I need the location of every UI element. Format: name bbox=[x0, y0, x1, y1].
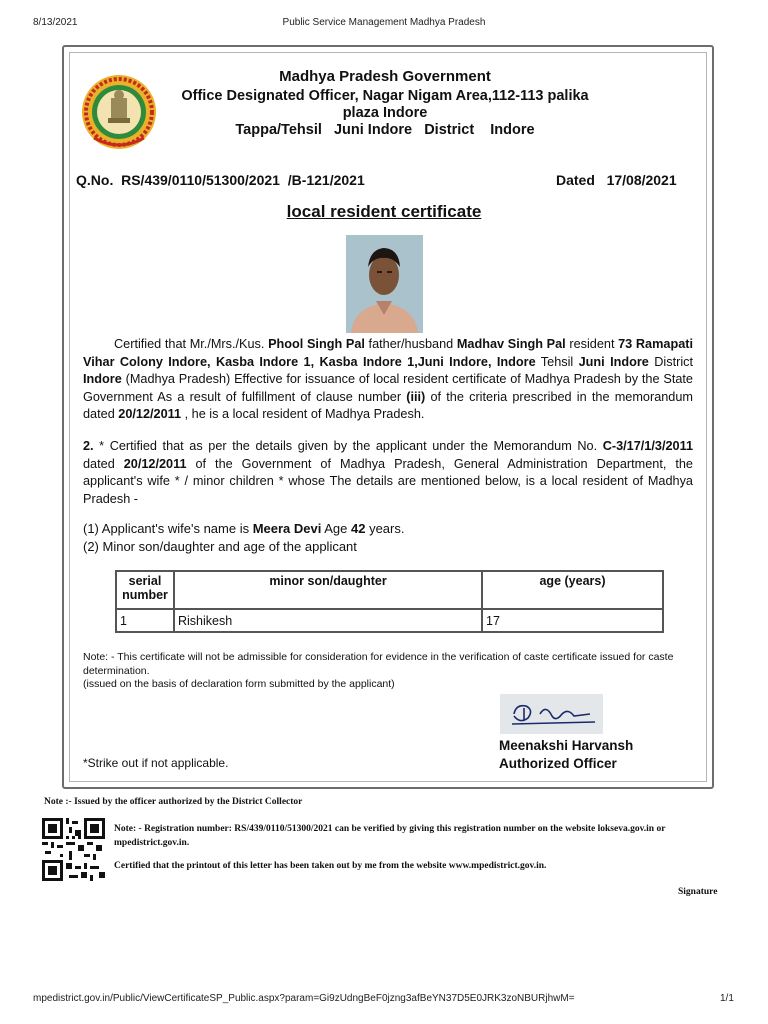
officer-role: Authorized Officer bbox=[499, 756, 617, 771]
table-row bbox=[116, 609, 663, 632]
tehsil-district-line: Tappa/Tehsil Juni Indore District Indore bbox=[235, 122, 535, 138]
district: Indore bbox=[83, 372, 122, 386]
family-certification-paragraph: 2. * Certified that as per the details given by the applicant under the Memorandum No. C-3/17/1/3/2011 dated 20/12/2011 of the Government of Madhya Pradesh, General Administration Department, the applicant's wife * / minor children * whose The details are mentioned below, is a local resident of Madhya Pradesh - bbox=[83, 439, 693, 506]
wife-line: (1) Applicant's wife's name is Meera Devi Age 42 years. bbox=[83, 521, 405, 536]
officer-name: Meenakshi Harvansh bbox=[499, 738, 634, 753]
certification-paragraph: Certified that Mr./Mrs./Kus. Phool Singh Pal father/husband Madhav Singh Pal resident 73 Ramapati Vihar Colony Indore, Kasba Indore 1, Kasba Indore 1,Juni Indore, Indore Tehsil Juni Indore District Indore (Madhya Pradesh) Effective for issuance of local resident certificate of Madhya Pradesh by the State Government As a result of fulfillment of clause number (iii) of the criteria prescribed in the memorandum dated 20/12/2011 , he is a local resident of Madhya Pradesh. bbox=[83, 337, 694, 421]
certificate-number: Q.No. RS/439/0110/51300/2021 /B-121/2021 bbox=[76, 172, 365, 188]
govt-name: Madhya Pradesh Government bbox=[279, 68, 491, 85]
certificate-date: Dated 17/08/2021 bbox=[556, 172, 677, 188]
table-cell: Rishikesh bbox=[174, 609, 482, 632]
certificate-title: local resident certificate bbox=[286, 202, 482, 221]
minor-children-table bbox=[115, 570, 664, 633]
memo-date: 20/12/2011 bbox=[118, 407, 182, 421]
applicant-name: Phool Singh Pal bbox=[268, 337, 365, 351]
wife-name: Meera Devi bbox=[252, 521, 322, 536]
print-title: Public Service Management Madhya Pradesh bbox=[282, 17, 486, 28]
signature-image bbox=[500, 694, 603, 734]
table-header: age (years) bbox=[482, 571, 663, 609]
tehsil: Juni Indore bbox=[578, 354, 649, 369]
printout-note: Certified that the printout of this letter has been taken out by me from the website www.mpedistrict.gov.in. bbox=[114, 861, 547, 871]
memo-number: C-3/17/1/3/2011 bbox=[602, 439, 693, 453]
mp-emblem-icon bbox=[80, 68, 158, 156]
registration-note: Note: - Registration number: RS/439/0110/51300/2021 can be verified by giving this registration number on the website lokseva.gov.in or mpedistrict.gov.in. bbox=[114, 824, 666, 848]
minor-line: (2) Minor son/daughter and age of the applicant bbox=[83, 539, 357, 554]
qr-code bbox=[42, 818, 105, 881]
table-cell: 17 bbox=[482, 609, 663, 632]
print-date: 8/13/2021 bbox=[33, 17, 78, 28]
clause-number: (iii) bbox=[406, 389, 426, 404]
print-url: mpedistrict.gov.in/Public/ViewCertificateSP_Public.aspx?param=Gi9zUdngBeF0jzng3afBeYN37D5E0JRK3zoNBURjhwM= bbox=[33, 993, 575, 1004]
address: 73 Ramapati Vihar Colony Indore, Kasba Indore 1, Kasba Indore 1,Juni Indore, Indore bbox=[83, 337, 693, 369]
table-cell: 1 bbox=[116, 609, 174, 632]
applicant-photo bbox=[346, 235, 423, 333]
office-line: Office Designated Officer, Nagar Nigam Area,112-113 palika bbox=[181, 88, 589, 104]
office-line-2: plaza Indore bbox=[342, 105, 428, 121]
father-name: Madhav Singh Pal bbox=[456, 337, 566, 351]
print-page: 1/1 bbox=[720, 993, 734, 1004]
table-header: minor son/daughter bbox=[174, 571, 482, 609]
issued-note: Note :- Issued by the officer authorized by the District Collector bbox=[44, 797, 303, 807]
strike-note: *Strike out if not applicable. bbox=[83, 756, 229, 770]
table-header: serial number bbox=[116, 571, 174, 609]
wife-age: 42 bbox=[351, 521, 366, 536]
signature-label: Signature bbox=[678, 887, 718, 897]
table-header-row bbox=[116, 571, 663, 609]
certificate-note: Note: - This certificate will not be admissible for consideration for evidence in the verification of caste certificate issued for caste determination. (issued on the basis of declaration form submitted by the applicant) bbox=[83, 651, 674, 690]
